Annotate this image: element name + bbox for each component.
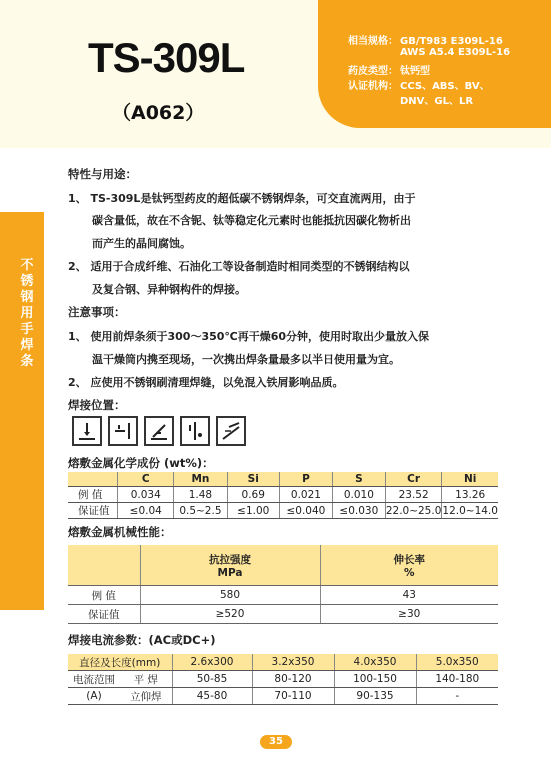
table-cell: 立仰焊 — [120, 688, 172, 705]
table-cell: 保证值 — [68, 503, 118, 519]
table-row — [68, 671, 498, 688]
table-row — [68, 586, 498, 605]
chemistry-table — [68, 472, 498, 519]
table-header-cell: 4.0x350 — [334, 654, 416, 671]
position-icons — [72, 416, 246, 446]
mechanical-table — [68, 545, 498, 624]
table-header-cell: 3.2x350 — [252, 654, 334, 671]
product-code: （A062） — [112, 102, 205, 124]
notes-line: 2、 应使用不锈钢刷清理焊缝，以免混入铁屑影响品质。 — [68, 376, 344, 389]
features-line: 2、 适用于合成纤维、石油化工等设备制造时相同类型的不锈钢结构以 — [68, 260, 410, 273]
table-header-cell: P — [279, 472, 332, 487]
table-row — [68, 605, 498, 624]
table-cell: ≤0.030 — [332, 503, 385, 519]
table-cell: 0.021 — [279, 487, 332, 503]
table-header-cell: S — [332, 472, 385, 487]
features-line: 1、 TS-309L是钛钙型药皮的超低碳不锈钢焊条，可交直流两用，由于 — [68, 192, 416, 205]
mechanical-heading: 熔敷金属机械性能： — [68, 525, 172, 539]
table-cell: 70-110 — [252, 688, 334, 705]
table-cell: 平 焊 — [120, 671, 172, 688]
current-heading: 焊接电流参数：(AC或DC+) — [68, 633, 216, 647]
table-cell: 0.69 — [227, 487, 279, 503]
table-header-row — [68, 654, 498, 671]
notes-line: 温干燥筒内携至现场，一次携出焊条量最多以半日使用量为宜。 — [92, 353, 400, 366]
table-row — [68, 503, 498, 519]
table-row — [68, 688, 498, 705]
table-cell: 23.52 — [385, 487, 442, 503]
horizontal-fillet-icon — [216, 416, 246, 446]
table-cell: 80-120 — [252, 671, 334, 688]
table-cell: 保证值 — [68, 605, 140, 624]
table-header-cell: C — [118, 472, 174, 487]
features-heading: 特性与用途： — [68, 167, 137, 181]
table-cell: 0.034 — [118, 487, 174, 503]
coating-row: 药皮类型： 钛钙型 — [348, 66, 430, 77]
table-cell: 例 值 — [68, 487, 118, 503]
table-cell: ≥30 — [320, 605, 498, 624]
table-header-row — [68, 545, 498, 586]
table-cell: (A) — [68, 688, 120, 705]
vertical-position-icon — [180, 416, 210, 446]
overhead-position-icon — [144, 416, 174, 446]
features-line: 而产生的晶间腐蚀。 — [92, 237, 191, 250]
table-cell: ≤0.04 — [118, 503, 174, 519]
table-header-cell: Cr — [385, 472, 442, 487]
table-cell: 13.26 — [442, 487, 498, 503]
features-line: 碳含量低，故在不含铌、钛等稳定化元素时也能抵抗因碳化物析出 — [92, 214, 411, 227]
table-cell: - — [416, 688, 498, 705]
notes-line: 1、 使用前焊条须于300～350℃再干燥60分钟，使用时取出少量放入保 — [68, 330, 430, 343]
table-cell: 100-150 — [334, 671, 416, 688]
table-cell: 0.5~2.5 — [174, 503, 227, 519]
table-cell: 45-80 — [172, 688, 252, 705]
chemistry-heading: 熔敷金属化学成份 (wt%)： — [68, 456, 214, 470]
table-cell: 12.0~14.0 — [442, 504, 498, 517]
side-tab-label: 不 锈 钢 用 手 焊 条 — [20, 258, 34, 369]
flat-position-icon — [72, 416, 102, 446]
horizontal-position-icon — [108, 416, 138, 446]
table-cell: 90-135 — [334, 688, 416, 705]
table-cell: 例 值 — [68, 586, 140, 605]
table-header-row — [68, 472, 498, 487]
table-cell: ≤0.040 — [279, 503, 332, 519]
spec-row: AWS A5.4 E309L-16 — [400, 47, 511, 58]
certification-row: 认证机构： CCS、ABS、BV、 — [348, 81, 490, 92]
table-cell: 580 — [140, 586, 320, 605]
table-cell: 电流范围 — [68, 671, 120, 688]
position-heading: 焊接位置： — [68, 398, 126, 412]
table-cell: ≤1.00 — [227, 503, 279, 519]
spec-row: 相当规格： GB/T983 E309L-16 — [348, 36, 503, 47]
table-header-cell: Ni — [442, 472, 498, 487]
table-cell: ≥520 — [140, 605, 320, 624]
table-cell: 0.010 — [332, 487, 385, 503]
table-header-cell — [68, 545, 140, 586]
notes-heading: 注意事项： — [68, 305, 126, 319]
table-header-cell: 伸长率 % — [320, 545, 498, 586]
table-header-cell: 5.0x350 — [416, 654, 498, 671]
table-header-cell: 抗拉强度 MPa — [140, 545, 320, 586]
table-cell: 22.0~25.0 — [385, 504, 442, 517]
certification-row: DNV、GL、LR — [400, 96, 474, 107]
features-line: 及复合钢、异种钢构件的焊接。 — [92, 283, 246, 296]
table-header-cell — [68, 472, 118, 487]
table-cell: 50-85 — [172, 671, 252, 688]
table-cell: 1.48 — [174, 487, 227, 503]
table-header-cell: 直径及长度(mm) — [68, 654, 172, 671]
table-header-cell: Mn — [174, 472, 227, 487]
table-row — [68, 487, 498, 503]
current-table — [68, 654, 498, 705]
page-number: 35 — [260, 735, 292, 749]
table-header-cell: Si — [227, 472, 279, 487]
table-cell: 43 — [320, 586, 498, 605]
table-header-cell: 2.6x300 — [172, 654, 252, 671]
table-cell: 140-180 — [416, 671, 498, 688]
product-title: TS-309L — [88, 34, 245, 81]
